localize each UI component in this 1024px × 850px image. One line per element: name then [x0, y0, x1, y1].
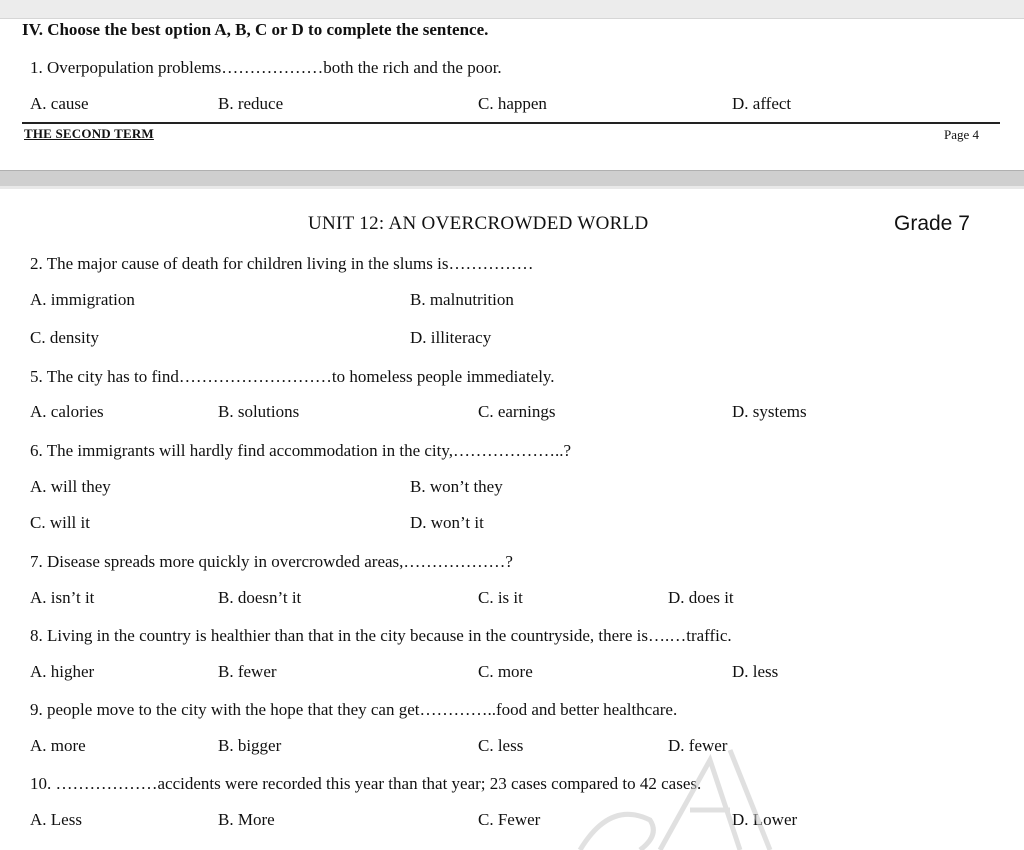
q7-option-c: C. is it [478, 588, 523, 607]
question-7: 7. Disease spreads more quickly in overcrowded areas,………………? [30, 552, 513, 571]
q9-option-a: A. more [30, 736, 86, 755]
q6-option-a: A. will they [30, 477, 111, 496]
q6-option-d: D. won’t it [410, 513, 484, 532]
question-9: 9. people move to the city with the hope that they can get…………..food and better healthcare. [30, 700, 678, 719]
section-heading: IV. Choose the best option A, B, C or D to complete the sentence. [22, 20, 489, 39]
q6-option-b: B. won’t they [410, 477, 503, 496]
q9-option-b: B. bigger [218, 736, 282, 755]
q8-option-b: B. fewer [218, 662, 277, 681]
q10-option-d: D. Lower [732, 810, 798, 829]
question-8: 8. Living in the country is healthier than that in the city because in the countryside, there is….…traffic. [30, 626, 732, 645]
q5-option-b: B. solutions [218, 402, 300, 421]
question-10: 10. ………………accidents were recorded this year than that year; 23 cases compared to 42 cases. [30, 774, 702, 793]
q9-option-d: D. fewer [668, 736, 728, 755]
grade-label: Grade 7 [894, 212, 970, 235]
q2-option-b: B. malnutrition [410, 290, 514, 309]
q2-option-c: C. density [30, 328, 99, 347]
page-top-strip [0, 0, 1024, 19]
footer-term-label: THE SECOND TERM [24, 126, 154, 141]
q9-option-c: C. less [478, 736, 524, 755]
q1-option-b: B. reduce [218, 94, 284, 113]
question-5: 5. The city has to find………………………to homeless people immediately. [30, 367, 555, 386]
page-break-shadow [0, 186, 1024, 189]
q2-option-d: D. illiteracy [410, 328, 492, 347]
q10-option-c: C. Fewer [478, 810, 541, 829]
q8-option-d: D. less [732, 662, 779, 681]
question-6: 6. The immigrants will hardly find accommodation in the city,………………..? [30, 441, 572, 460]
q10-option-a: A. Less [30, 810, 82, 829]
q5-option-d: D. systems [732, 402, 807, 421]
unit-title: UNIT 12: AN OVERCROWDED WORLD [308, 213, 649, 234]
q10-option-b: B. More [218, 810, 275, 829]
question-1: 1. Overpopulation problems………………both the rich and the poor. [30, 58, 502, 77]
q7-option-b: B. doesn’t it [218, 588, 302, 607]
question-2: 2. The major cause of death for children living in the slums is…………… [30, 254, 534, 273]
q1-option-d: D. affect [732, 94, 792, 113]
q8-option-c: C. more [478, 662, 533, 681]
q2-option-a: A. immigration [30, 290, 135, 309]
q5-option-a: A. calories [30, 402, 104, 421]
q7-option-d: D. does it [668, 588, 734, 607]
footer-page-number: Page 4 [944, 127, 980, 142]
q7-option-a: A. isn’t it [30, 588, 95, 607]
q8-option-a: A. higher [30, 662, 95, 681]
q1-option-a: A. cause [30, 94, 89, 113]
q5-option-c: C. earnings [478, 402, 556, 421]
q1-option-c: C. happen [478, 94, 547, 113]
footer-divider [22, 122, 1000, 124]
q6-option-c: C. will it [30, 513, 90, 532]
